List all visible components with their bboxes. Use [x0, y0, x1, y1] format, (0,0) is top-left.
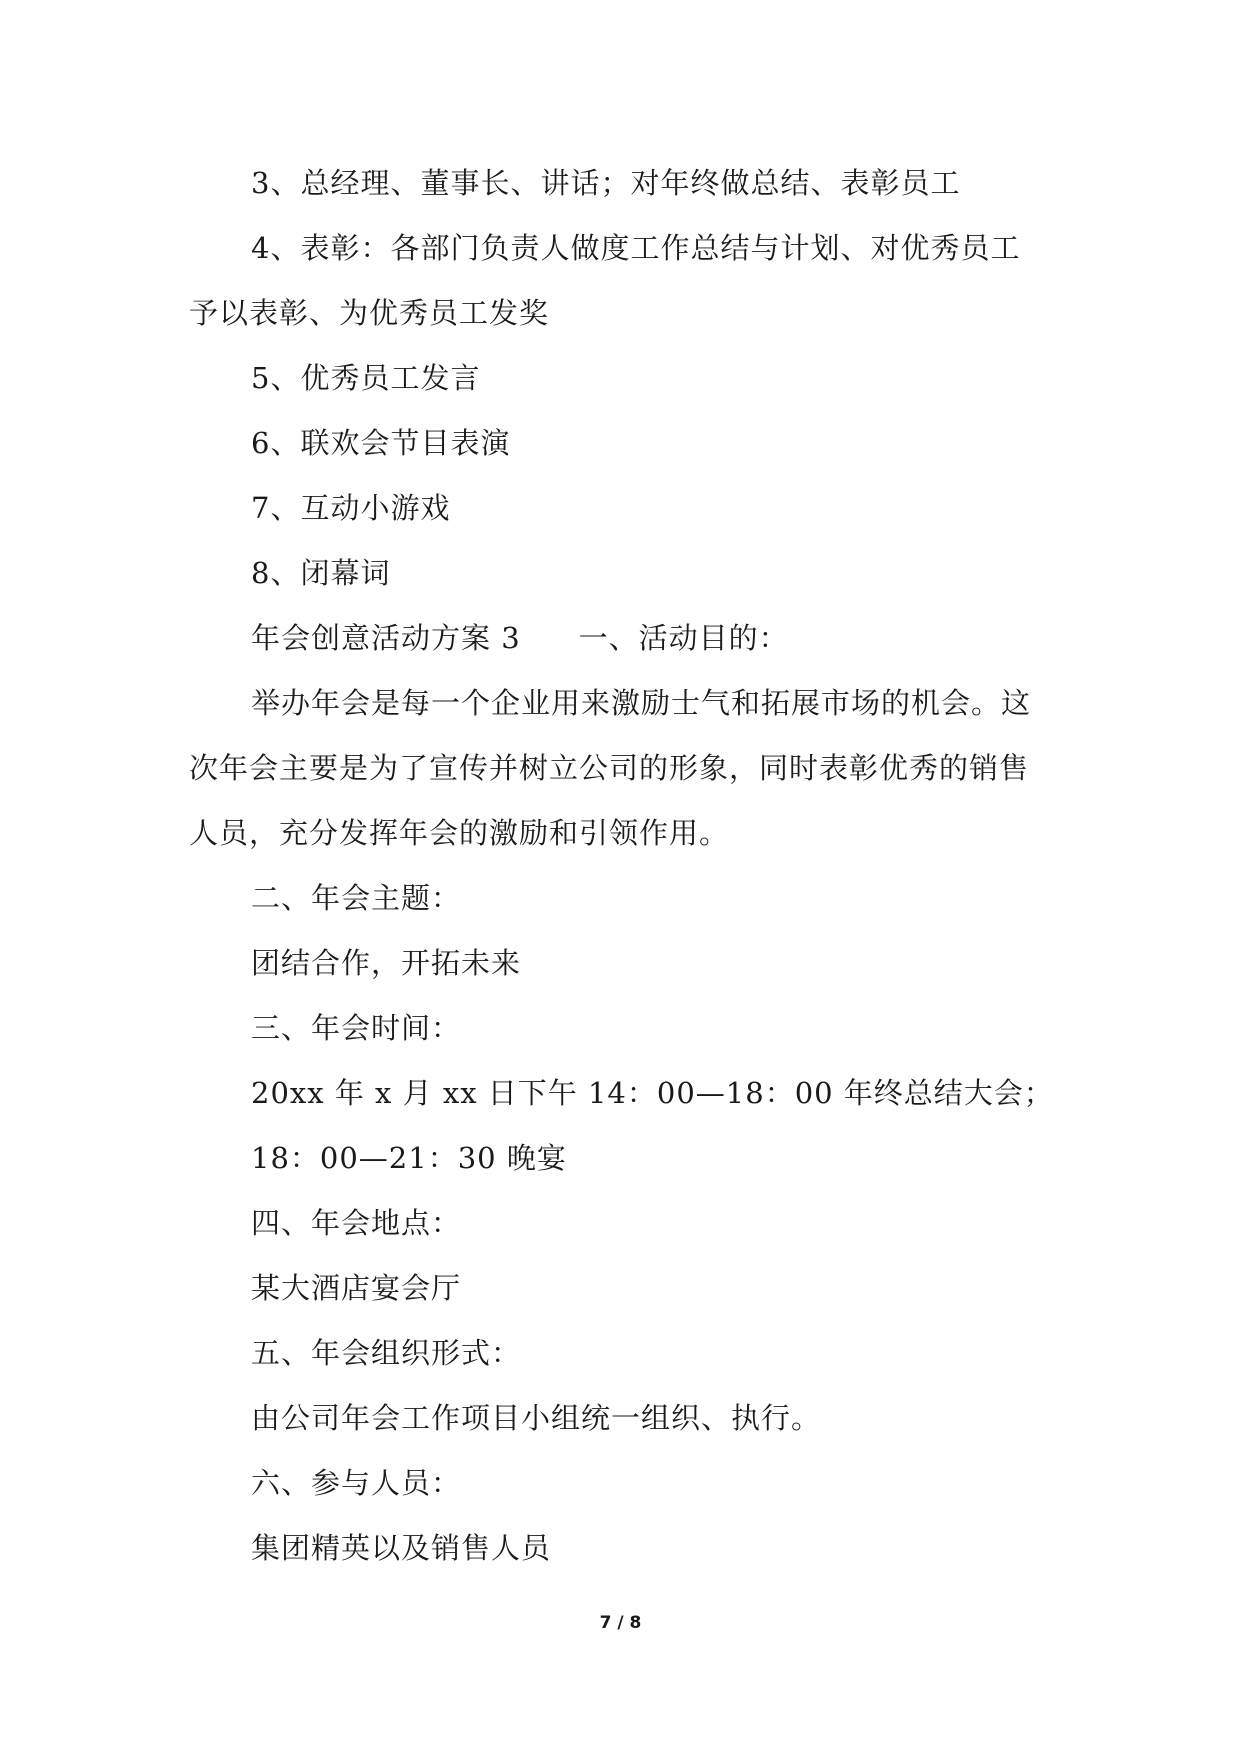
- text-line-item-5: 5、优秀员工发言: [251, 361, 481, 395]
- heading-time: 三、年会时间：: [251, 1011, 462, 1045]
- text-line-item-8: 8、闭幕词: [251, 556, 391, 590]
- heading-venue: 四、年会地点：: [251, 1206, 462, 1240]
- section-heading-line: [251, 620, 789, 656]
- text-theme: 团结合作，开拓未来: [251, 946, 522, 980]
- text-line-item-4: 4、表彰：各部门负责人做度工作总结与计划、对优秀员工: [251, 231, 1021, 265]
- paragraph-purpose-line-1: 举办年会是每一个企业用来激励士气和拓展市场的机会。这: [251, 686, 1032, 720]
- page-number: 7 / 8: [599, 1613, 642, 1633]
- text-organization: 由公司年会工作项目小组统一组织、执行。: [251, 1401, 822, 1435]
- text-time-line-1: 20xx 年 x 月 xx 日下午 14：00—18：00 年终总结大会；: [251, 1076, 1054, 1110]
- text-line-item-7: 7、互动小游戏: [251, 491, 451, 525]
- plan-title: 年会创意活动方案 3: [251, 621, 521, 655]
- text-participants: 集团精英以及销售人员: [251, 1531, 552, 1565]
- paragraph-purpose-line-3: 人员，充分发挥年会的激励和引领作用。: [189, 816, 730, 850]
- text-venue: 某大酒店宴会厅: [251, 1271, 462, 1305]
- text-line-item-6: 6、联欢会节目表演: [251, 426, 511, 460]
- heading-purpose: 一、活动目的：: [578, 621, 789, 655]
- text-line-item-3: 3、总经理、董事长、讲话；对年终做总结、表彰员工: [251, 166, 961, 200]
- text-line-item-4-cont: 予以表彰、为优秀员工发奖: [189, 296, 550, 330]
- paragraph-purpose-line-2: 次年会主要是为了宣传并树立公司的形象，同时表彰优秀的销售: [189, 751, 1030, 785]
- heading-participants: 六、参与人员：: [251, 1466, 462, 1500]
- heading-organization: 五、年会组织形式：: [251, 1336, 522, 1370]
- heading-theme: 二、年会主题：: [251, 881, 462, 915]
- text-time-line-2: 18：00—21：30 晚宴: [251, 1141, 567, 1175]
